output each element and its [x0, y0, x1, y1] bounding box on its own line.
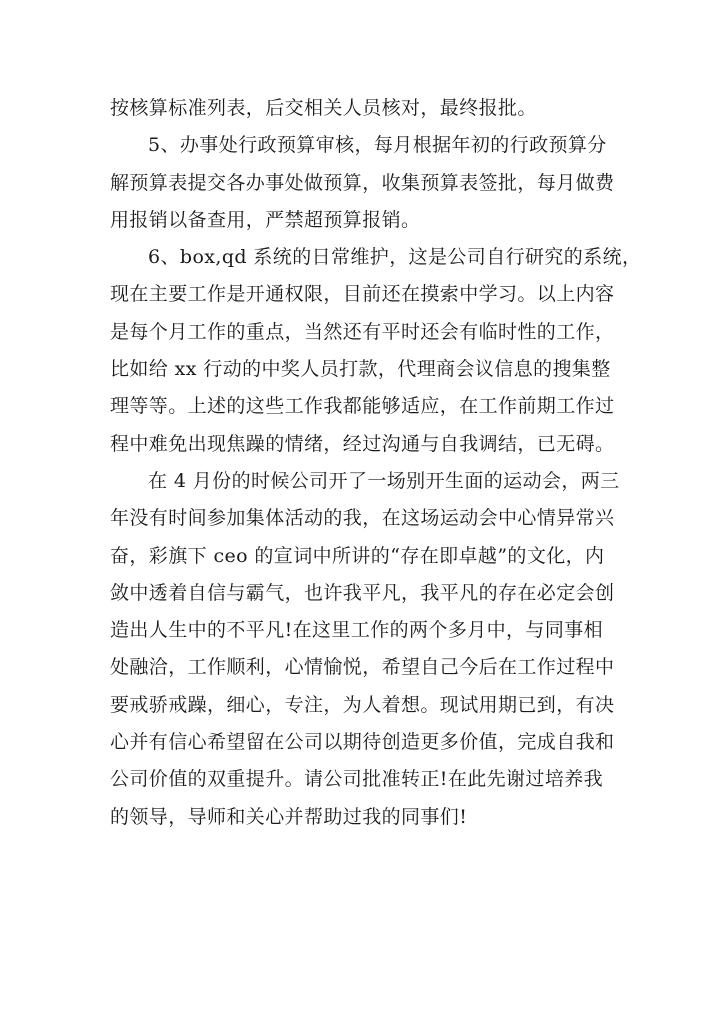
text-line: 在 4 月份的时候公司开了一场别开生面的运动会，两三 — [148, 469, 620, 492]
text-line: 解预算表提交各办事处做预算，收集预算表签批，每月做费 — [110, 171, 615, 194]
text-line: 奋，彩旗下 ceo 的宣词中所讲的“存在即卓越”的文化，内 — [110, 544, 605, 567]
document-body — [110, 90, 642, 836]
text-line: 6、box,qd 系统的日常维护，这是公司自行研究的系统， — [148, 246, 642, 269]
text-line: 按核算标准列表，后交相关人员核对，最终报批。 — [110, 97, 537, 119]
text-line: 理等等。上述的这些工作我都能够适应，在工作前期工作过 — [110, 395, 615, 418]
text-line: 年没有时间参加集体活动的我，在这场运动会中心情异常兴 — [110, 507, 615, 530]
text-line: 现在主要工作是开通权限，目前还在摸索中学习。以上内容 — [110, 283, 615, 306]
text-line: 5、办事处行政预算审核，每月根据年初的行政预算分 — [148, 134, 607, 157]
text-line: 是每个月工作的重点，当然还有平时还会有临时性的工作， — [110, 320, 615, 343]
text-line: 造出人生中的不平凡!在这里工作的两个多月中，与同事相 — [110, 619, 604, 642]
text-line: 处融洽，工作顺利，心情愉悦，希望自己今后在工作过程中 — [110, 656, 615, 679]
text-line: 程中难免出现焦躁的情绪，经过沟通与自我调结，已无碍。 — [110, 432, 615, 455]
text-line: 心并有信心希望留在公司以期待创造更多价值，完成自我和 — [110, 731, 615, 754]
text-line: 公司价值的双重提升。请公司批准转正!在此先谢过培养我 — [110, 768, 604, 791]
text-line: 比如给 xx 行动的中奖人员打款，代理商会议信息的搜集整 — [110, 358, 611, 381]
text-line: 要戒骄戒躁，细心，专注，为人着想。现试用期已到，有决 — [110, 693, 615, 716]
text-line: 用报销以备查用，严禁超预算报销。 — [110, 208, 421, 231]
text-line: 敛中透着自信与霸气，也许我平凡，我平凡的存在必定会创 — [110, 581, 615, 604]
text-line: 的领导，导师和关心并帮助过我的同事们! — [110, 805, 468, 828]
